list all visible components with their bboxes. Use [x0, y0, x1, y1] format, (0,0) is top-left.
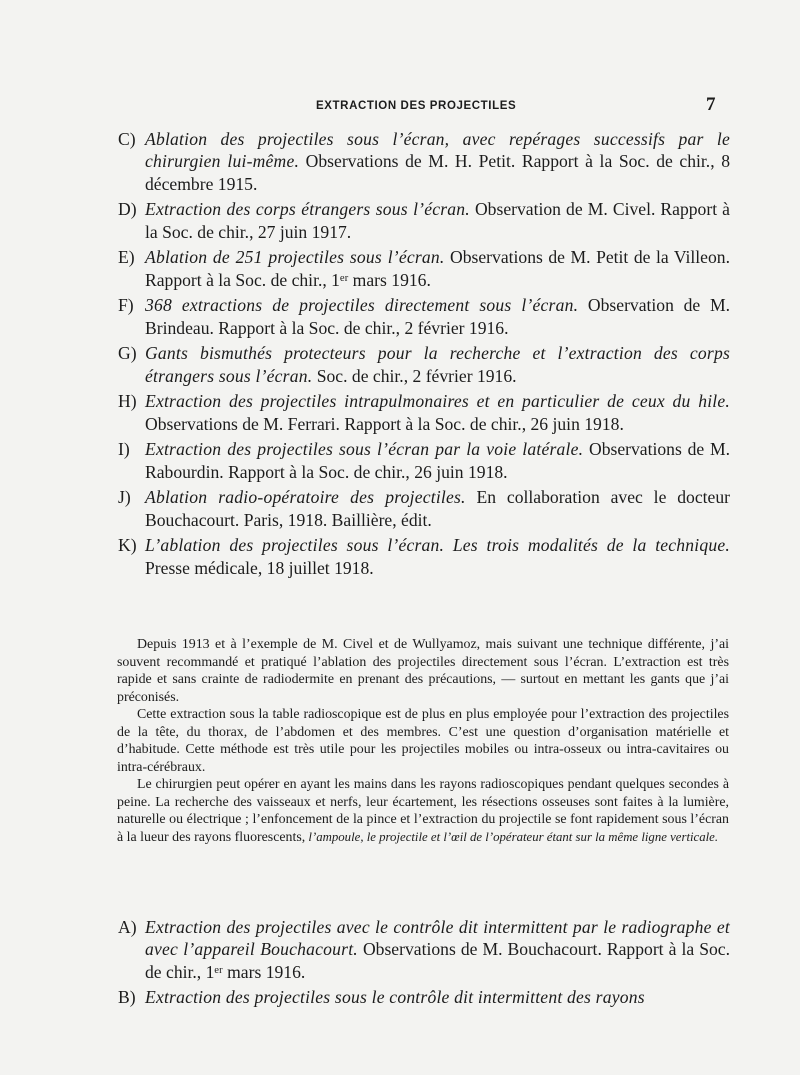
reference-title: Extraction des projectiles avec le contrôle dit intermittent par le radiographe et avec l’appareil Bouchacourt.: [145, 917, 730, 960]
reference-details: Presse médicale, 18 juillet 1918.: [145, 557, 374, 578]
reference-letter: K): [118, 535, 137, 556]
reference-item: [118, 198, 730, 243]
paragraph-italic: l’ampoule, le projectile et l’œil de l’opérateur étant sur la même ligne verticale.: [305, 829, 719, 844]
running-head: EXTRACTION DES PROJECTILES: [316, 100, 517, 112]
paragraph: Depuis 1913 et à l’exemple de M. Civel et de Wullyamoz, mais suivant une technique différente, j’ai souvent recommandé et pratiqué l’ablation des projectiles directement sous l’écran. L’extraction est très rapide et sans crainte de radiodermite en prenant des précautions, — surtout en mettant les gants que j’ai préconisés.: [117, 637, 729, 705]
reference-item: [118, 438, 730, 483]
reference-item: [118, 986, 730, 1008]
page-number: 7: [706, 94, 717, 115]
reference-title: Extraction des corps étrangers sous l’écran.: [145, 199, 470, 220]
reference-title: Extraction des projectiles intrapulmonaires et en particulier de ceux du hile.: [145, 391, 730, 412]
paragraph: [117, 776, 729, 846]
reference-letter: B): [118, 987, 136, 1008]
reference-details: Observation de M. Civel. Rapport à la Soc. de chir., 27 juin 1917.: [145, 199, 730, 242]
reference-details: En collaboration avec le docteur Bouchacourt. Paris, 1918. Baillière, édit.: [145, 487, 730, 530]
reference-title: Ablation de 251 projectiles sous l’écran.: [145, 247, 445, 268]
reference-title: Ablation radio-opératoire des projectiles.: [145, 487, 466, 508]
reference-letter: D): [118, 199, 137, 220]
reference-letter: I): [118, 439, 130, 460]
reference-details: Observations de M. Rabourdin. Rapport à la Soc. de chir., 26 juin 1918.: [145, 439, 730, 482]
reference-letter: G): [118, 343, 137, 364]
reference-details: Soc. de chir., 2 février 1916.: [312, 365, 517, 386]
reference-item: [118, 390, 730, 435]
reference-title: L’ablation des projectiles sous l’écran. Les trois modalités de la technique.: [145, 535, 730, 556]
paragraph: Cette extraction sous la table radioscopique est de plus en plus employée pour l’extraction des projectiles de la tête, du thorax, de l’abdomen et des membres. C’est une question d’organisation matérielle et d’habitude. Cette méthode est très utile pour les projectiles mobiles ou intra-osseux ou intra-cavitaires ou intra-cérébraux.: [117, 707, 729, 775]
paragraph-text: Le chirurgien peut opérer en ayant les mains dans les rayons radioscopiques pendant quelques secondes à peine. La recherche des vaisseaux et nerfs, leur écartement, les résections osseuses sont faites à la lumière, naturelle ou électrique ; l’enfoncement de la pince et l’extraction du projectile se font rapidement sous l’écran à la lueur des rayons fluorescents,: [117, 777, 729, 845]
reference-title: Gants bismuthés protecteurs pour la recherche et l’extraction des corps étrangers sous l’écran.: [145, 343, 730, 386]
reference-details: Observations de M. H. Petit. Rapport à la Soc. de chir., 8 décembre 1915.: [145, 151, 730, 194]
reference-letter: A): [118, 917, 137, 937]
reference-item: [118, 486, 730, 531]
reference-item: [118, 916, 730, 983]
reference-item: [118, 128, 730, 195]
reference-letter: J): [118, 487, 131, 508]
reference-details: Observation de M. Brindeau. Rapport à la Soc. de chir., 2 février 1916.: [145, 295, 730, 338]
reference-item: [118, 534, 730, 579]
reference-list-bottom: [118, 916, 730, 1012]
reference-letter: E): [118, 247, 135, 268]
reference-letter: F): [118, 295, 134, 316]
reference-item: [118, 294, 730, 339]
commentary-text: [117, 636, 729, 846]
reference-title: Ablation des projectiles sous l’écran, avec repérages successifs par le chirurgien lui-même.: [145, 129, 730, 172]
reference-details: Observations de M. Petit de la Villeon. Rapport à la Soc. de chir., 1ᵉʳ mars 1916.: [145, 247, 730, 290]
reference-title: 368 extractions de projectiles directement sous l’écran.: [145, 295, 579, 316]
reference-item: [118, 246, 730, 291]
reference-list-top: [118, 128, 730, 582]
reference-letter: H): [118, 391, 137, 412]
reference-details: Observations de M. Ferrari. Rapport à la Soc. de chir., 26 juin 1918.: [145, 413, 624, 434]
reference-letter: C): [118, 129, 136, 149]
reference-title: Extraction des projectiles sous l’écran par la voie latérale.: [145, 439, 584, 460]
reference-details: Observations de M. Bouchacourt. Rapport à la Soc. de chir., 1ᵉʳ mars 1916.: [145, 939, 730, 982]
reference-title: Extraction des projectiles sous le contrôle dit intermittent des rayons: [145, 987, 645, 1008]
reference-item: [118, 342, 730, 387]
